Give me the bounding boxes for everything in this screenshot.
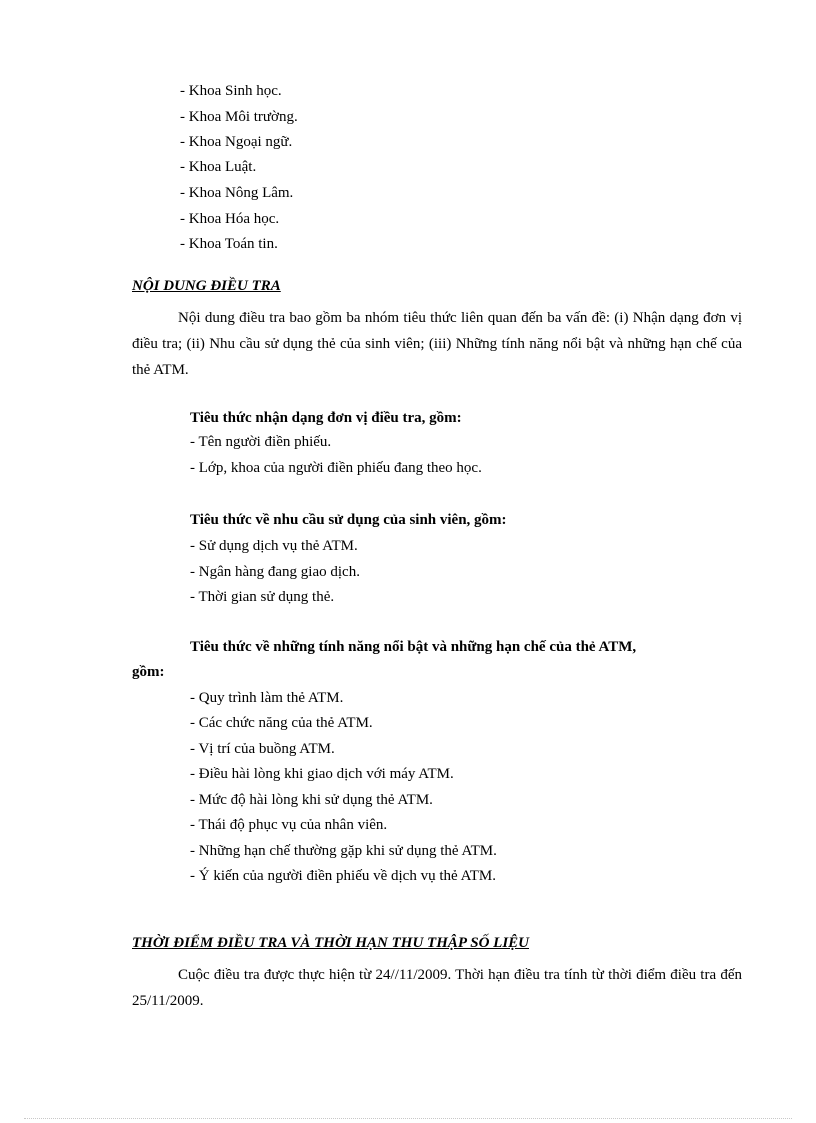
list-item: - Quy trình làm thẻ ATM. — [190, 690, 344, 706]
list-item: - Vị trí của buồng ATM. — [190, 741, 335, 757]
list-item: - Thái độ phục vụ của nhân viên. — [190, 817, 388, 833]
list-item: - Tên người điền phiếu. — [190, 434, 332, 450]
list-item: - Khoa Môi trường. — [180, 109, 298, 125]
list-item: - Sử dụng dịch vụ thẻ ATM. — [190, 538, 358, 554]
list-item: - Thời gian sử dụng thẻ. — [190, 589, 335, 605]
list-item: - Khoa Sinh học. — [180, 83, 282, 99]
list-item: - Ngân hàng đang giao dịch. — [190, 564, 360, 580]
section-heading: NỘI DUNG ĐIỀU TRA — [132, 278, 281, 294]
list-item: - Khoa Toán tin. — [180, 236, 278, 252]
list-item: - Lớp, khoa của người điền phiếu đang theo học. — [190, 460, 482, 476]
list-item: - Những hạn chế thường gặp khi sử dụng thẻ ATM. — [190, 843, 497, 859]
section-heading: THỜI ĐIỂM ĐIỀU TRA VÀ THỜI HẠN THU THẬP SỐ LIỆU — [132, 935, 529, 951]
list-item: - Điều hài lòng khi giao dịch với máy ATM. — [190, 766, 454, 782]
list-item: - Mức độ hài lòng khi sử dụng thẻ ATM. — [190, 792, 433, 808]
list-item: - Khoa Hóa học. — [180, 211, 280, 227]
group-title-continued: gồm: — [132, 664, 165, 680]
list-item: - Khoa Ngoại ngữ. — [180, 134, 293, 150]
page-bottom-divider — [24, 1118, 792, 1119]
group-title: Tiêu thức nhận dạng đơn vị điều tra, gồm: — [190, 410, 462, 426]
list-item: - Khoa Nông Lâm. — [180, 185, 294, 201]
list-item: - Ý kiến của người điền phiếu về dịch vụ thẻ ATM. — [190, 868, 496, 884]
section-paragraph: Cuộc điều tra được thực hiện từ 24//11/2009. Thời hạn điều tra tính từ thời điểm điều tra đến 25/11/2009. — [132, 967, 742, 1009]
group-title: Tiêu thức về những tính năng nổi bật và những hạn chế của thẻ ATM, — [190, 639, 637, 655]
section-paragraph: Nội dung điều tra bao gồm ba nhóm tiêu thức liên quan đến ba vấn đề: (i) Nhận dạng đơn vị điều tra; (ii) Nhu cầu sử dụng thẻ của sinh viên; (iii) Những tính năng nổi bật và những hạn chế của thẻ ATM. — [132, 310, 742, 378]
list-item: - Khoa Luật. — [180, 159, 257, 175]
list-item: - Các chức năng của thẻ ATM. — [190, 715, 373, 731]
group-title: Tiêu thức về nhu cầu sử dụng của sinh viên, gồm: — [190, 512, 507, 528]
